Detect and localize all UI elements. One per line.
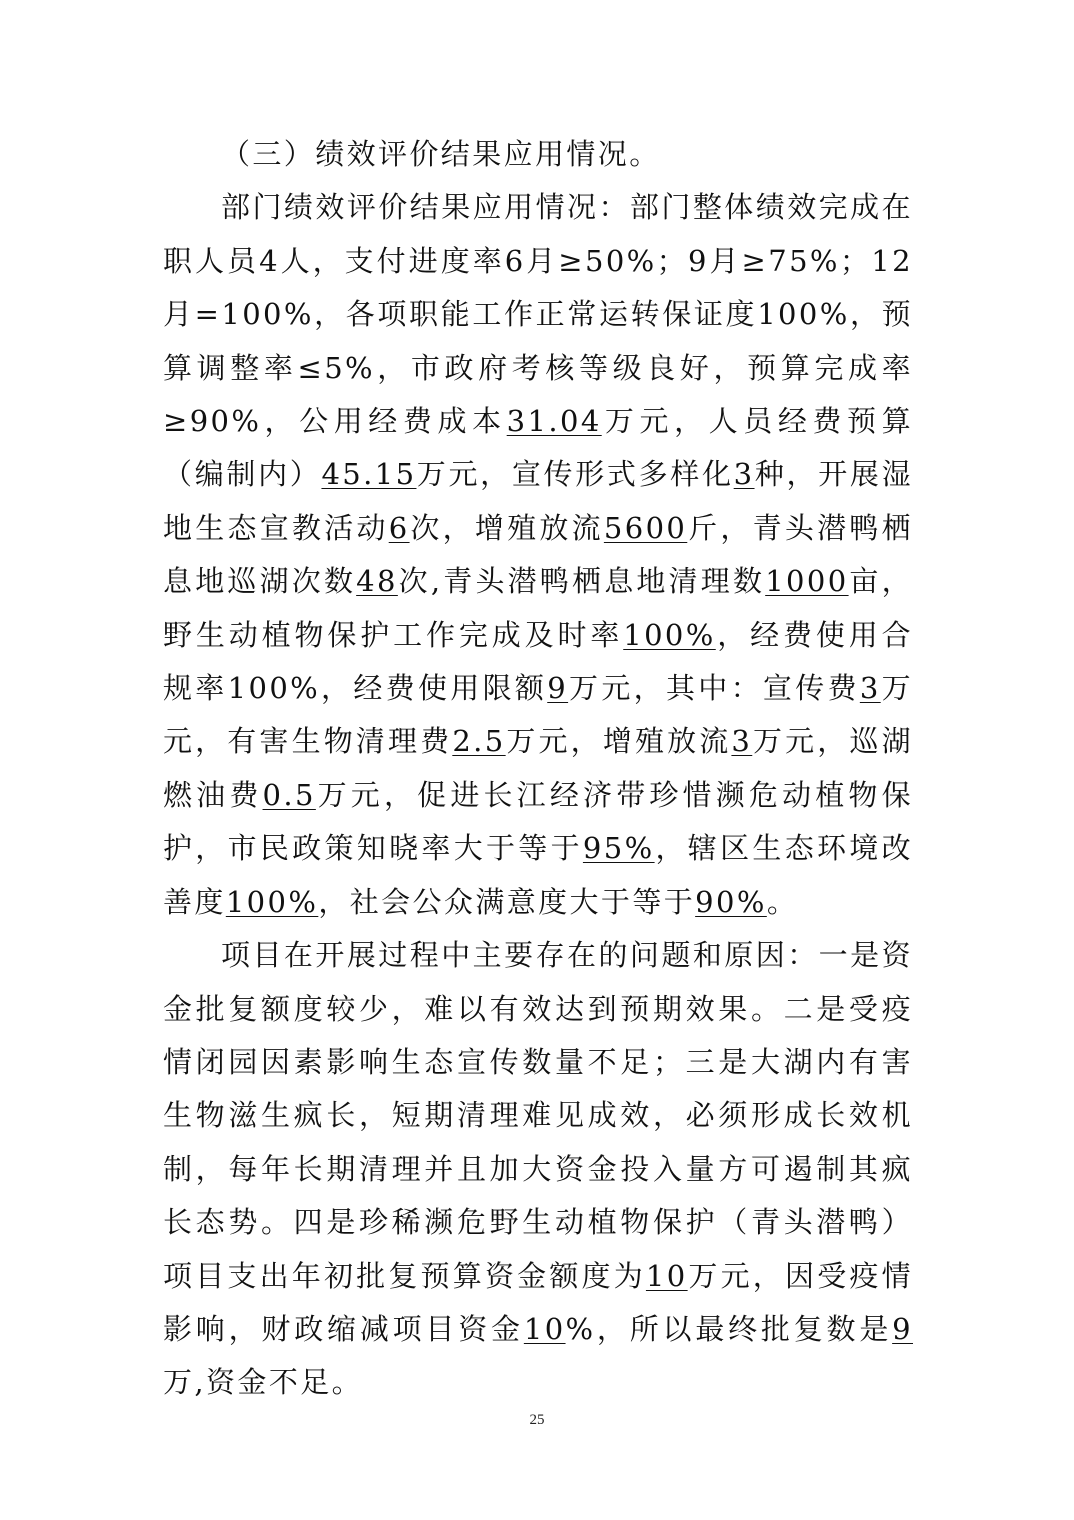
text-run: ，经费使用合规率100%，经费使用限额 — [163, 617, 913, 706]
underlined-value: 9 — [547, 671, 569, 706]
underlined-value: 100% — [225, 884, 319, 919]
underlined-value: 5600 — [603, 510, 688, 545]
underlined-value: 100% — [623, 617, 716, 652]
underlined-value: 95% — [582, 831, 655, 866]
text-run: 万元，促进长江经济带珍惜濒危动植物保护，市民政策知晓率大于等于 — [163, 777, 914, 866]
text-run: 亩，野生动植物保护工作完成及时率 — [163, 564, 913, 652]
underlined-value: 48 — [356, 564, 398, 599]
underlined-value: 3 — [859, 671, 881, 706]
text-run: 万,资金不足。 — [163, 1365, 364, 1400]
underlined-value: 10 — [645, 1258, 688, 1293]
underlined-value: 31.04 — [506, 404, 602, 439]
document-body — [163, 128, 913, 1410]
underlined-value: 45.15 — [321, 457, 417, 492]
underlined-value: 3 — [731, 724, 753, 759]
text-run: ，社会公众满意度大于等于 — [318, 884, 696, 919]
text-run: 。 — [766, 884, 799, 919]
paragraph-problems-and-causes — [163, 929, 913, 1410]
text-run: 项目在开展过程中主要存在的问题和原因：一是资金批复额度较少，难以有效达到预期效果。二是受疫情闭园因素影响生态宣传数量不足；三是大湖内有害生物滋生疯长，短期清理难见成效，必须形成长效机制，每年长期清理并且加大资金投入量方可遏制其疯长态势。四是珍稀濒危野生动植物保护（青头潜鸭）项目支出年初批复预算资金额度为 — [163, 938, 913, 1293]
underlined-value: 1000 — [765, 564, 849, 599]
section-heading: （三）绩效评价结果应用情况。 — [221, 137, 661, 171]
text-run: 万元，其中：宣传费 — [568, 671, 860, 706]
text-run: 万元，因受疫情影响，财政缩减项目资金 — [163, 1258, 913, 1346]
text-run: 部门绩效评价结果应用情况：部门整体绩效完成在职人员4人，支付进度率6月≥50%；9月≥75%；12月=100%，各项职能工作正常运转保证度100%，预算调整率≤5%，市政府考核等级良好，预算完成率≥90%，公用经费成本 — [163, 190, 913, 439]
text-run: 万元，有害生物清理费 — [163, 671, 913, 759]
text-run: 次，增殖放流 — [409, 510, 604, 545]
text-run: 斤，青头潜鸭栖息地巡湖次数 — [163, 510, 913, 599]
text-run: 万元，巡湖燃油费 — [163, 724, 913, 812]
underlined-value: 2.5 — [452, 724, 506, 759]
text-run: ，辖区生态环境改善度 — [163, 831, 914, 919]
page-number: 25 — [529, 1412, 545, 1428]
underlined-value: 9 — [892, 1311, 913, 1346]
underlined-value: 3 — [733, 457, 755, 492]
paragraph-performance-results — [163, 181, 913, 929]
underlined-value: 6 — [388, 510, 410, 545]
text-run: %，所以最终批复数是 — [565, 1311, 893, 1346]
text-run: 万元，人员经费预算（编制内） — [163, 404, 913, 492]
underlined-value: 10 — [523, 1311, 566, 1346]
text-run: 次,青头潜鸭栖息地清理数 — [397, 564, 766, 599]
underlined-value: 0.5 — [262, 777, 316, 812]
text-run: 种，开展湿地生态宣教活动 — [163, 457, 913, 545]
underlined-value: 90% — [695, 884, 767, 919]
text-run: 万元，宣传形式多样化 — [416, 457, 734, 492]
text-run: 万元，增殖放流 — [505, 724, 732, 759]
